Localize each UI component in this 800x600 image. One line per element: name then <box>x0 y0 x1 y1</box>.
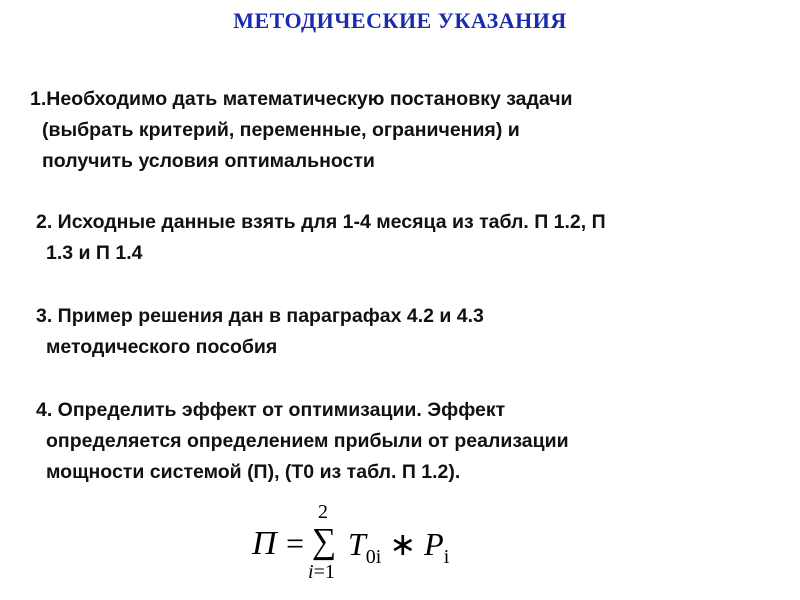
instruction-item-3 <box>36 301 484 363</box>
profit-formula <box>252 501 512 595</box>
item-2-line-2: 1.3 и П 1.4 <box>46 242 143 264</box>
formula-sum-sign: ∑ <box>312 522 337 561</box>
instruction-item-4 <box>36 395 569 488</box>
formula-equals: = <box>286 525 305 561</box>
formula-lhs: П <box>252 525 277 562</box>
formula-sum-lower-limit <box>308 561 335 584</box>
formula-index-var: i <box>308 561 314 583</box>
slide-title: МЕТОДИЧЕСКИЕ УКАЗАНИЯ <box>233 8 567 33</box>
formula-base: T <box>348 526 366 562</box>
instruction-item-2 <box>36 207 606 269</box>
formula-multiply: ∗ <box>381 526 425 562</box>
formula-summand <box>348 525 449 569</box>
item-1-line-1: 1.Необходимо дать математическую постановку задачи <box>30 88 573 110</box>
item-4-line-3: мощности системой (П), (Т0 из табл. П 1.2). <box>46 461 461 483</box>
formula-factor: P <box>424 526 444 562</box>
instruction-item-1 <box>30 84 573 177</box>
item-1-line-3: получить условия оптимальности <box>42 150 375 172</box>
formula-factor-subscript: i <box>443 546 450 568</box>
formula-index-start: =1 <box>313 561 335 583</box>
formula-base-subscript: 0i <box>365 546 382 568</box>
formula-sum-upper-limit: 2 <box>318 501 328 523</box>
item-1-line-2: (выбрать критерий, переменные, ограничения) и <box>42 119 520 141</box>
item-2-line-1: 2. Исходные данные взять для 1-4 месяца из табл. П 1.2, П <box>36 211 606 233</box>
item-4-line-2: определяется определением прибыли от реализации <box>46 430 569 452</box>
item-3-line-1: 3. Пример решения дан в параграфах 4.2 и 4.3 <box>36 305 484 327</box>
item-4-line-1: 4. Определить эффект от оптимизации. Эффект <box>36 399 506 421</box>
item-3-line-2: методического пособия <box>46 336 278 358</box>
